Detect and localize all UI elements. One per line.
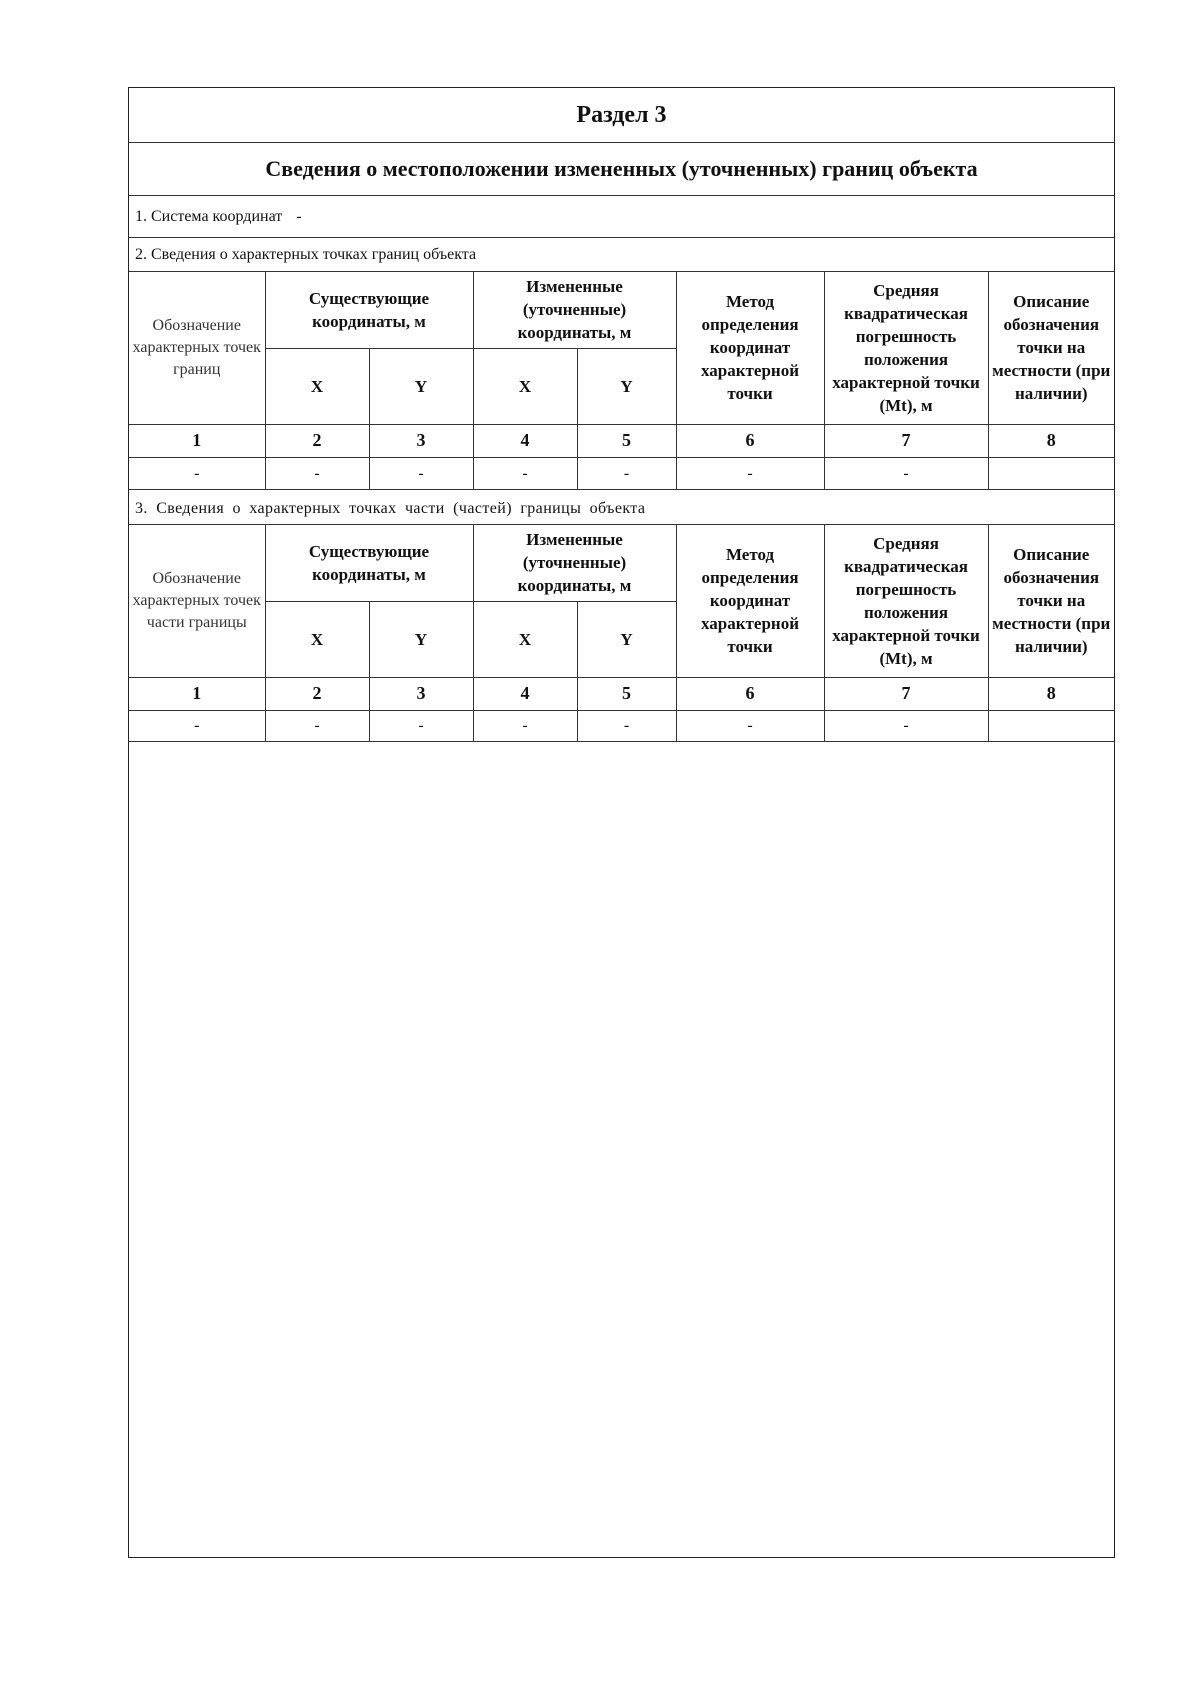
header-existing-coordinates: Существующие координаты, м xyxy=(265,272,473,348)
column-number: 3 xyxy=(369,677,473,710)
coordinate-system-line xyxy=(129,196,1114,238)
column-number: 1 xyxy=(129,677,265,710)
table-cell xyxy=(988,457,1114,489)
boundary-points-table xyxy=(129,272,1114,490)
column-number: 2 xyxy=(265,677,369,710)
column-number: 7 xyxy=(824,424,988,457)
header-designation: Обозначение характерных точек границ xyxy=(129,272,265,424)
parts-table-heading: 3. Сведения о характерных точках части (частей) границы объекта xyxy=(129,493,1114,525)
coordinate-system-label: 1. Система координат xyxy=(135,207,283,225)
table-cell: - xyxy=(265,710,369,741)
header-existing-y: Y xyxy=(369,601,473,677)
header-existing-x: X xyxy=(265,348,369,424)
column-number: 4 xyxy=(473,424,577,457)
points-table-heading: 2. Сведения о характерных точках границ объекта xyxy=(129,238,1114,272)
table-cell: - xyxy=(577,710,676,741)
boundary-parts-table xyxy=(129,525,1114,742)
header-changed-coordinates: Измененные (уточненные) координаты, м xyxy=(473,272,676,348)
column-number: 1 xyxy=(129,424,265,457)
section-3-form xyxy=(128,87,1115,1558)
column-number: 4 xyxy=(473,677,577,710)
header-method: Метод определения координат характерной точки xyxy=(676,272,824,424)
header-existing-coordinates: Существующие координаты, м xyxy=(265,525,473,601)
column-number: 7 xyxy=(824,677,988,710)
column-number: 5 xyxy=(577,424,676,457)
section-subtitle: Сведения о местоположении измененных (уточненных) границ объекта xyxy=(129,143,1114,196)
table-cell: - xyxy=(824,457,988,489)
header-existing-y: Y xyxy=(369,348,473,424)
header-description: Описание обозначения точки на местности (при наличии) xyxy=(988,272,1114,424)
header-designation: Обозначение характерных точек части границы xyxy=(129,525,265,677)
coordinate-system-value: - xyxy=(296,207,302,225)
header-existing-x: X xyxy=(265,601,369,677)
table-cell: - xyxy=(473,457,577,489)
column-number-row xyxy=(129,677,1114,710)
table-row xyxy=(129,710,1114,741)
column-number: 5 xyxy=(577,677,676,710)
header-changed-coordinates: Измененные (уточненные) координаты, м xyxy=(473,525,676,601)
table-cell: - xyxy=(265,457,369,489)
table-cell: - xyxy=(473,710,577,741)
column-number: 2 xyxy=(265,424,369,457)
table-cell: - xyxy=(824,710,988,741)
header-changed-y: Y xyxy=(577,348,676,424)
table-cell: - xyxy=(129,710,265,741)
table-row xyxy=(129,457,1114,489)
header-mean-error: Средняя квадратическая погрешность положения характерной точки (Mt), м xyxy=(824,272,988,424)
header-changed-y: Y xyxy=(577,601,676,677)
column-number: 3 xyxy=(369,424,473,457)
table-cell xyxy=(988,710,1114,741)
column-number: 8 xyxy=(988,677,1114,710)
table-cell: - xyxy=(369,710,473,741)
table-cell: - xyxy=(129,457,265,489)
header-description: Описание обозначения точки на местности (при наличии) xyxy=(988,525,1114,677)
table-cell: - xyxy=(369,457,473,489)
column-number: 6 xyxy=(676,424,824,457)
header-changed-x: X xyxy=(473,348,577,424)
section-title: Раздел 3 xyxy=(129,88,1114,143)
table-cell: - xyxy=(676,710,824,741)
column-number: 6 xyxy=(676,677,824,710)
table-cell: - xyxy=(577,457,676,489)
header-changed-x: X xyxy=(473,601,577,677)
table-cell: - xyxy=(676,457,824,489)
column-number: 8 xyxy=(988,424,1114,457)
header-method: Метод определения координат характерной точки xyxy=(676,525,824,677)
column-number-row xyxy=(129,424,1114,457)
header-mean-error: Средняя квадратическая погрешность положения характерной точки (Mt), м xyxy=(824,525,988,677)
